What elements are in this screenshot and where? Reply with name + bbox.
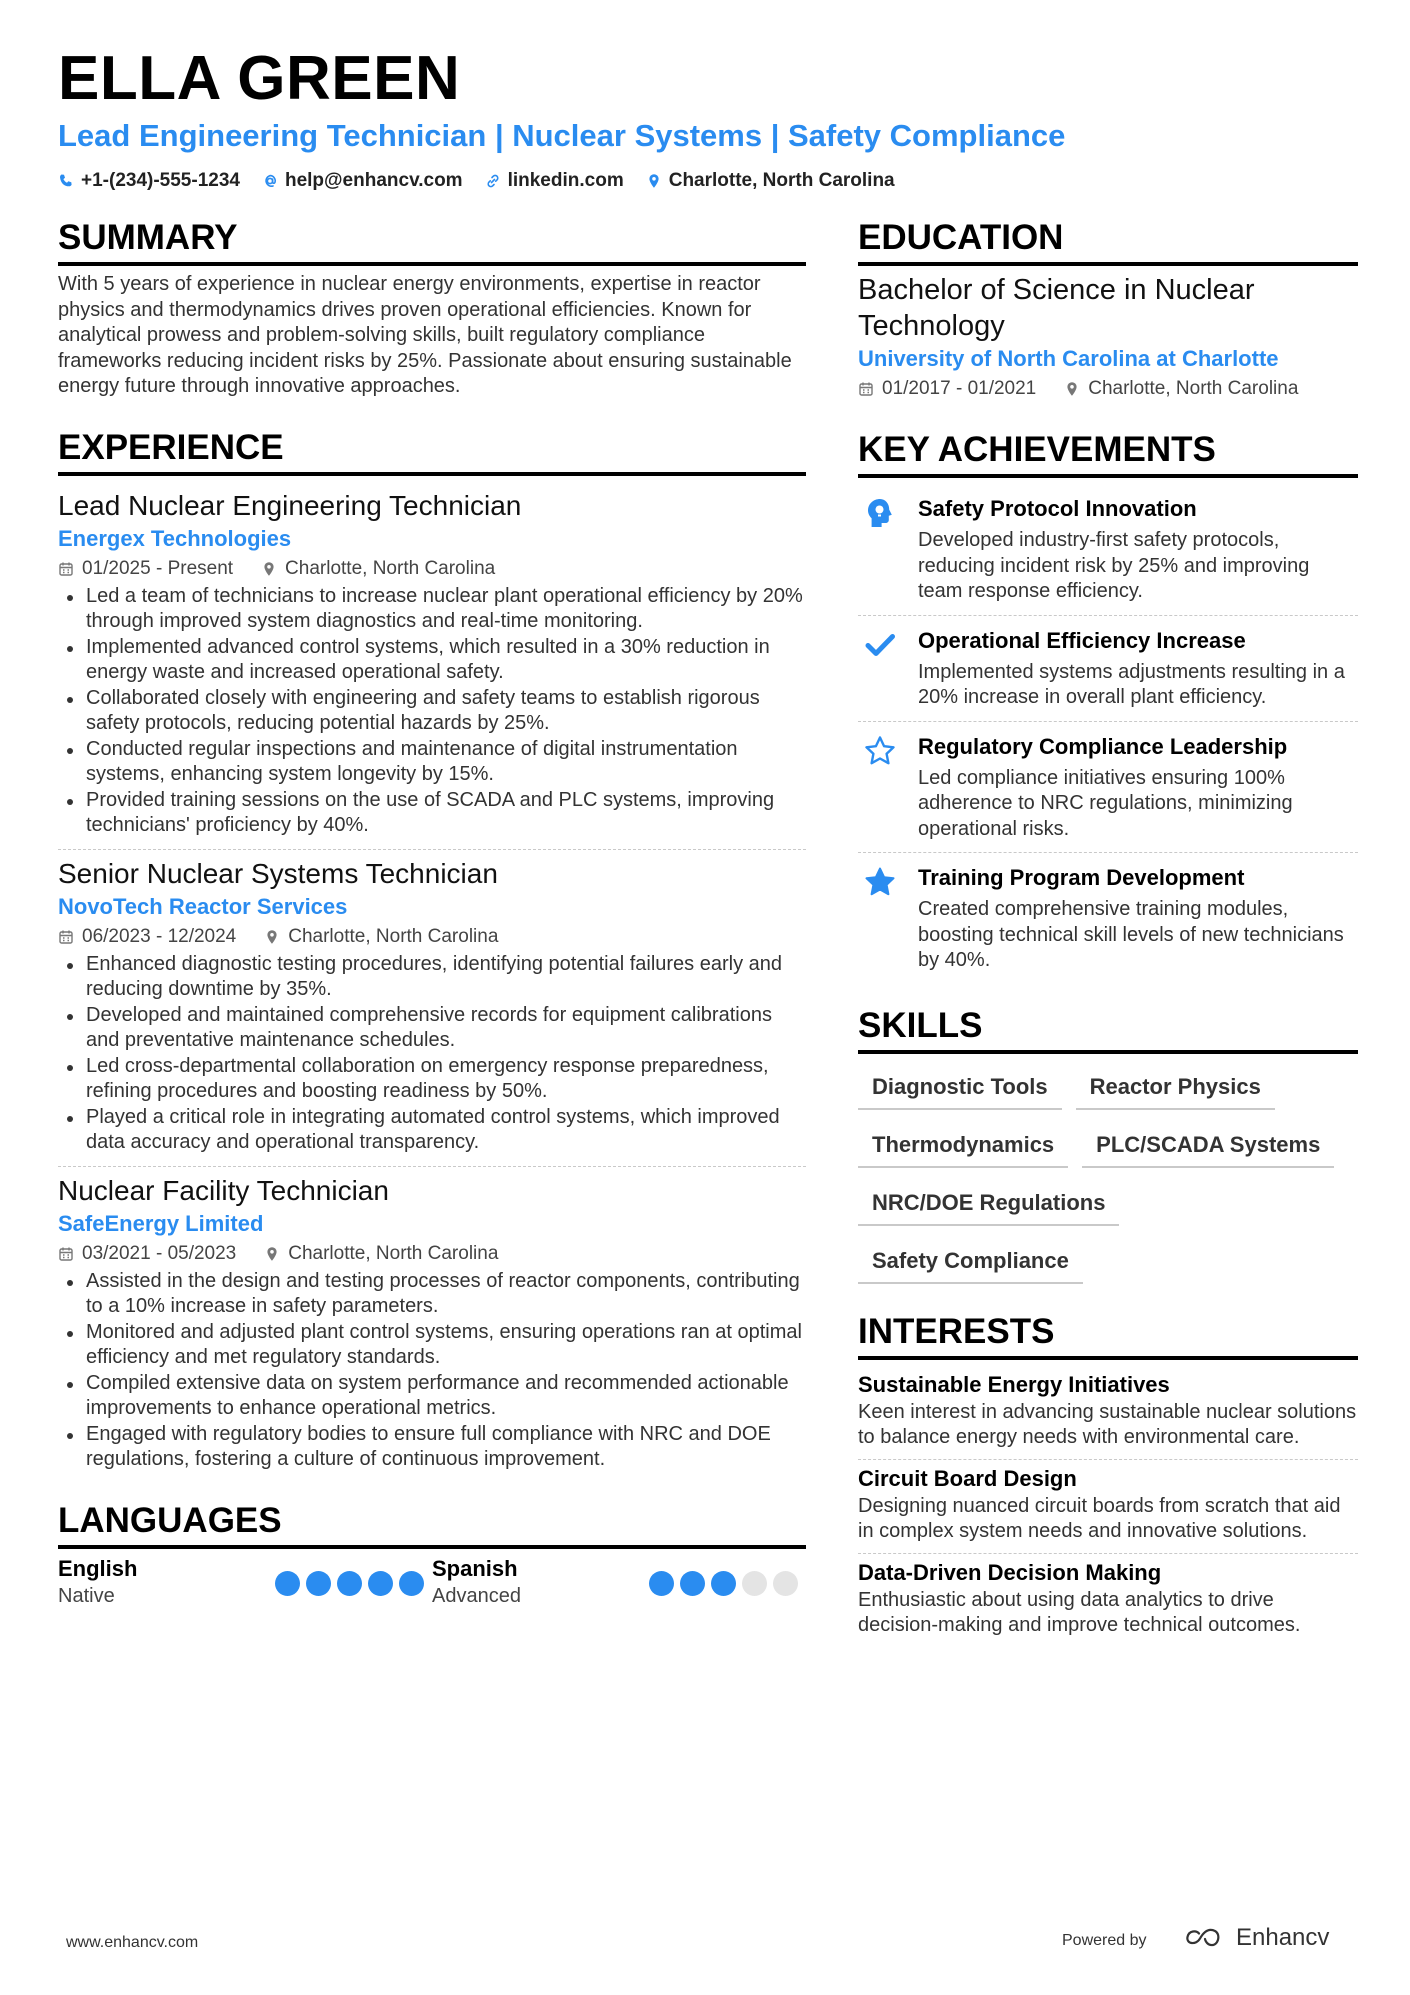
skills-section — [858, 1004, 1358, 1284]
language-level: Native — [58, 1584, 115, 1607]
experience-section — [58, 426, 806, 1483]
bullet-item: Developed and maintained comprehensive records for equipment calibrations and preventative maintenance schedules. — [58, 1003, 806, 1054]
star-filled-icon — [863, 865, 897, 899]
language-name: Spanish — [432, 1555, 518, 1581]
right-column — [858, 216, 1358, 1647]
interest-text: Designing nuanced circuit boards from scratch that aid in complex system needs and innovative solutions. — [858, 1494, 1341, 1542]
education-degree: Bachelor of Science in Nuclear Technology — [858, 274, 1255, 342]
interest-text: Enthusiastic about using data analytics to drive decision-making and improve technical outcomes. — [858, 1588, 1301, 1636]
rating-dot-filled — [649, 1571, 674, 1596]
skill-tag: Diagnostic Tools — [858, 1068, 1062, 1110]
linkedin-text: linkedin.com — [507, 170, 624, 191]
contact-bar — [58, 168, 895, 194]
job-company: Energex Technologies — [58, 525, 292, 551]
candidate-name: ELLA GREEN — [58, 44, 461, 113]
achievement-text: Developed industry-first safety protocols, reducing incident risk by 25% and improving team response efficiency. — [918, 529, 1310, 602]
job-dates-text: 01/2025 - Present — [82, 557, 234, 579]
job-dates — [58, 1241, 236, 1267]
footer-powered-by: Powered by — [1062, 1932, 1147, 1949]
achievement-item — [858, 616, 1358, 722]
interests-section — [858, 1310, 1358, 1647]
calendar-icon — [58, 561, 74, 577]
languages-list — [58, 1555, 806, 1609]
education-school: University of North Carolina at Charlotte — [858, 346, 1279, 371]
education-location-text: Charlotte, North Carolina — [1088, 378, 1299, 399]
job-bullets — [58, 584, 806, 839]
job-bullets — [58, 952, 806, 1156]
summary-text: With 5 years of experience in nuclear energy environments, expertise in reactor physics and thermodynamics drives proven operational efficiencies. Known for analytical prowess and problem-solving skills, built regulatory compliance frameworks reducing incident risks by 25%. Passionate about ensuring sustainable energy future through innovative approaches. — [58, 273, 792, 397]
bullet-item: Compiled extensive data on system performance and recommended actionable improvements to enhance operational metrics. — [58, 1371, 806, 1422]
achievement-item — [858, 484, 1358, 616]
at-sign-icon — [262, 173, 278, 189]
achievement-text: Created comprehensive training modules, boosting technical skill levels of new technicians by 40%. — [918, 898, 1344, 971]
interest-title: Circuit Board Design — [858, 1465, 1077, 1491]
phone-icon — [58, 173, 74, 189]
language-item — [58, 1555, 432, 1609]
job-dates-text: 03/2021 - 05/2023 — [82, 1242, 237, 1264]
checkmark-icon — [863, 628, 897, 662]
footer-brand-name: Enhancv — [1236, 1924, 1330, 1951]
job-entry — [58, 850, 806, 1167]
rating-dot-empty — [742, 1571, 767, 1596]
achievement-title: Training Program Development — [918, 865, 1245, 890]
education-meta — [858, 376, 1358, 402]
contact-email[interactable] — [262, 168, 463, 194]
rating-dot-filled — [306, 1571, 331, 1596]
phone-text: +1-(234)-555-1234 — [81, 170, 240, 191]
job-bullets — [58, 1269, 806, 1473]
job-location-text: Charlotte, North Carolina — [288, 1242, 499, 1264]
location-pin-icon — [264, 1246, 280, 1262]
achievement-item — [858, 722, 1358, 854]
job-entry — [58, 1167, 806, 1483]
achievement-text: Implemented systems adjustments resulting in a 20% increase in overall plant efficiency. — [918, 660, 1345, 708]
job-meta — [58, 1241, 806, 1267]
rating-dot-empty — [773, 1571, 798, 1596]
job-location-text: Charlotte, North Carolina — [288, 925, 499, 947]
location-text: Charlotte, North Carolina — [668, 170, 895, 191]
job-dates — [58, 556, 233, 582]
star-outline-icon — [863, 734, 897, 768]
footer-url[interactable]: www.enhancv.com — [66, 1934, 199, 1951]
bullet-item: Implemented advanced control systems, which resulted in a 30% reduction in energy waste and increased operational safety. — [58, 635, 806, 686]
calendar-icon — [858, 381, 874, 397]
summary-heading: SUMMARY — [58, 216, 806, 266]
bullet-item: Played a critical role in integrating automated control systems, which improved data accuracy and operational transparency. — [58, 1105, 806, 1156]
skills-list — [858, 1060, 1358, 1284]
bullet-item: Assisted in the design and testing processes of reactor components, contributing to a 10% increase in safety parameters. — [58, 1269, 806, 1320]
interest-title: Data-Driven Decision Making — [858, 1559, 1162, 1585]
bullet-item: Monitored and adjusted plant control systems, ensuring operations ran at optimal efficiency and met regulatory standards. — [58, 1320, 806, 1371]
interest-item — [858, 1554, 1358, 1647]
skill-tag: NRC/DOE Regulations — [858, 1184, 1119, 1226]
bullet-item: Enhanced diagnostic testing procedures, identifying potential failures early and reducing downtime by 35%. — [58, 952, 806, 1003]
left-column — [58, 216, 806, 1609]
rating-dot-filled — [275, 1571, 300, 1596]
footer-brand[interactable] — [1184, 1924, 1329, 1952]
enhancv-logo-icon — [1184, 1927, 1228, 1949]
language-level: Advanced — [432, 1584, 521, 1607]
job-title: Lead Nuclear Engineering Technician — [58, 489, 522, 521]
candidate-headline: Lead Engineering Technician | Nuclear Systems | Safety Compliance — [58, 118, 1066, 153]
interests-heading: INTERESTS — [858, 1310, 1358, 1360]
location-pin-icon — [646, 173, 662, 189]
achievement-title: Operational Efficiency Increase — [918, 627, 1246, 653]
bullet-item: Collaborated closely with engineering and safety teams to establish rigorous safety protocols, reducing potential hazards by 25%. — [58, 686, 806, 737]
languages-heading: LANGUAGES — [58, 1499, 806, 1549]
contact-linkedin[interactable] — [485, 168, 624, 194]
calendar-icon — [58, 929, 74, 945]
rating-dot-filled — [368, 1571, 393, 1596]
language-rating — [275, 1571, 424, 1609]
job-title: Nuclear Facility Technician — [58, 1174, 389, 1206]
education-dates-text: 01/2017 - 01/2021 — [882, 378, 1037, 399]
job-location — [264, 1241, 498, 1267]
job-dates-text: 06/2023 - 12/2024 — [82, 925, 237, 947]
bullet-item: Engaged with regulatory bodies to ensure full compliance with NRC and DOE regulations, fostering a culture of continuous improvement. — [58, 1422, 806, 1473]
job-company: SafeEnergy Limited — [58, 1210, 264, 1236]
education-dates — [858, 376, 1036, 402]
language-rating — [649, 1571, 798, 1609]
bullet-item: Led a team of technicians to increase nuclear plant operational efficiency by 20% through improved system diagnostics and real-time monitoring. — [58, 584, 806, 635]
skill-tag: Thermodynamics — [858, 1126, 1068, 1168]
rating-dot-filled — [711, 1571, 736, 1596]
skill-tag: Reactor Physics — [1076, 1068, 1275, 1110]
job-dates — [58, 924, 236, 950]
location-pin-icon — [264, 929, 280, 945]
summary-section — [58, 216, 806, 400]
skill-tag: PLC/SCADA Systems — [1082, 1126, 1334, 1168]
email-text: help@enhancv.com — [284, 170, 463, 191]
experience-heading: EXPERIENCE — [58, 426, 806, 476]
interest-item — [858, 1366, 1358, 1460]
job-company: NovoTech Reactor Services — [58, 893, 348, 919]
education-heading: EDUCATION — [858, 216, 1358, 266]
job-location — [264, 924, 498, 950]
rating-dot-filled — [399, 1571, 424, 1596]
bullet-item: Led cross-departmental collaboration on emergency response preparedness, refining procedures and boosting readiness by 50%. — [58, 1054, 806, 1105]
language-item — [432, 1555, 806, 1609]
location-pin-icon — [261, 561, 277, 577]
languages-section — [58, 1499, 806, 1609]
interest-item — [858, 1460, 1358, 1554]
link-icon — [485, 173, 501, 189]
achievement-title: Regulatory Compliance Leadership — [918, 733, 1288, 759]
head-idea-icon — [863, 496, 897, 530]
contact-phone[interactable] — [58, 168, 240, 194]
education-location — [1064, 376, 1298, 402]
bullet-item: Conducted regular inspections and maintenance of digital instrumentation systems, enhancing system longevity by 15%. — [58, 737, 806, 788]
contact-location — [646, 168, 895, 194]
rating-dot-filled — [680, 1571, 705, 1596]
skill-tag: Safety Compliance — [858, 1242, 1083, 1284]
skills-heading: SKILLS — [858, 1004, 1358, 1054]
achievement-title: Safety Protocol Innovation — [918, 496, 1197, 521]
job-location — [261, 556, 495, 582]
job-meta — [58, 556, 806, 582]
achievements-heading: KEY ACHIEVEMENTS — [858, 428, 1358, 478]
job-location-text: Charlotte, North Carolina — [285, 557, 496, 579]
calendar-icon — [58, 1246, 74, 1262]
job-title: Senior Nuclear Systems Technician — [58, 857, 498, 889]
interest-title: Sustainable Energy Initiatives — [858, 1371, 1170, 1397]
achievements-section — [858, 428, 1358, 984]
language-name: English — [58, 1555, 138, 1581]
education-section — [858, 216, 1358, 402]
location-pin-icon — [1064, 381, 1080, 397]
achievement-text: Led compliance initiatives ensuring 100% adherence to NRC regulations, minimizing operational risks. — [918, 766, 1293, 840]
achievement-item — [858, 853, 1358, 984]
bullet-item: Provided training sessions on the use of SCADA and PLC systems, improving technicians' proficiency by 40%. — [58, 788, 806, 839]
job-entry — [58, 482, 806, 850]
job-meta — [58, 924, 806, 950]
interest-text: Keen interest in advancing sustainable nuclear solutions to balance energy needs with environmental care. — [858, 1400, 1357, 1448]
rating-dot-filled — [337, 1571, 362, 1596]
